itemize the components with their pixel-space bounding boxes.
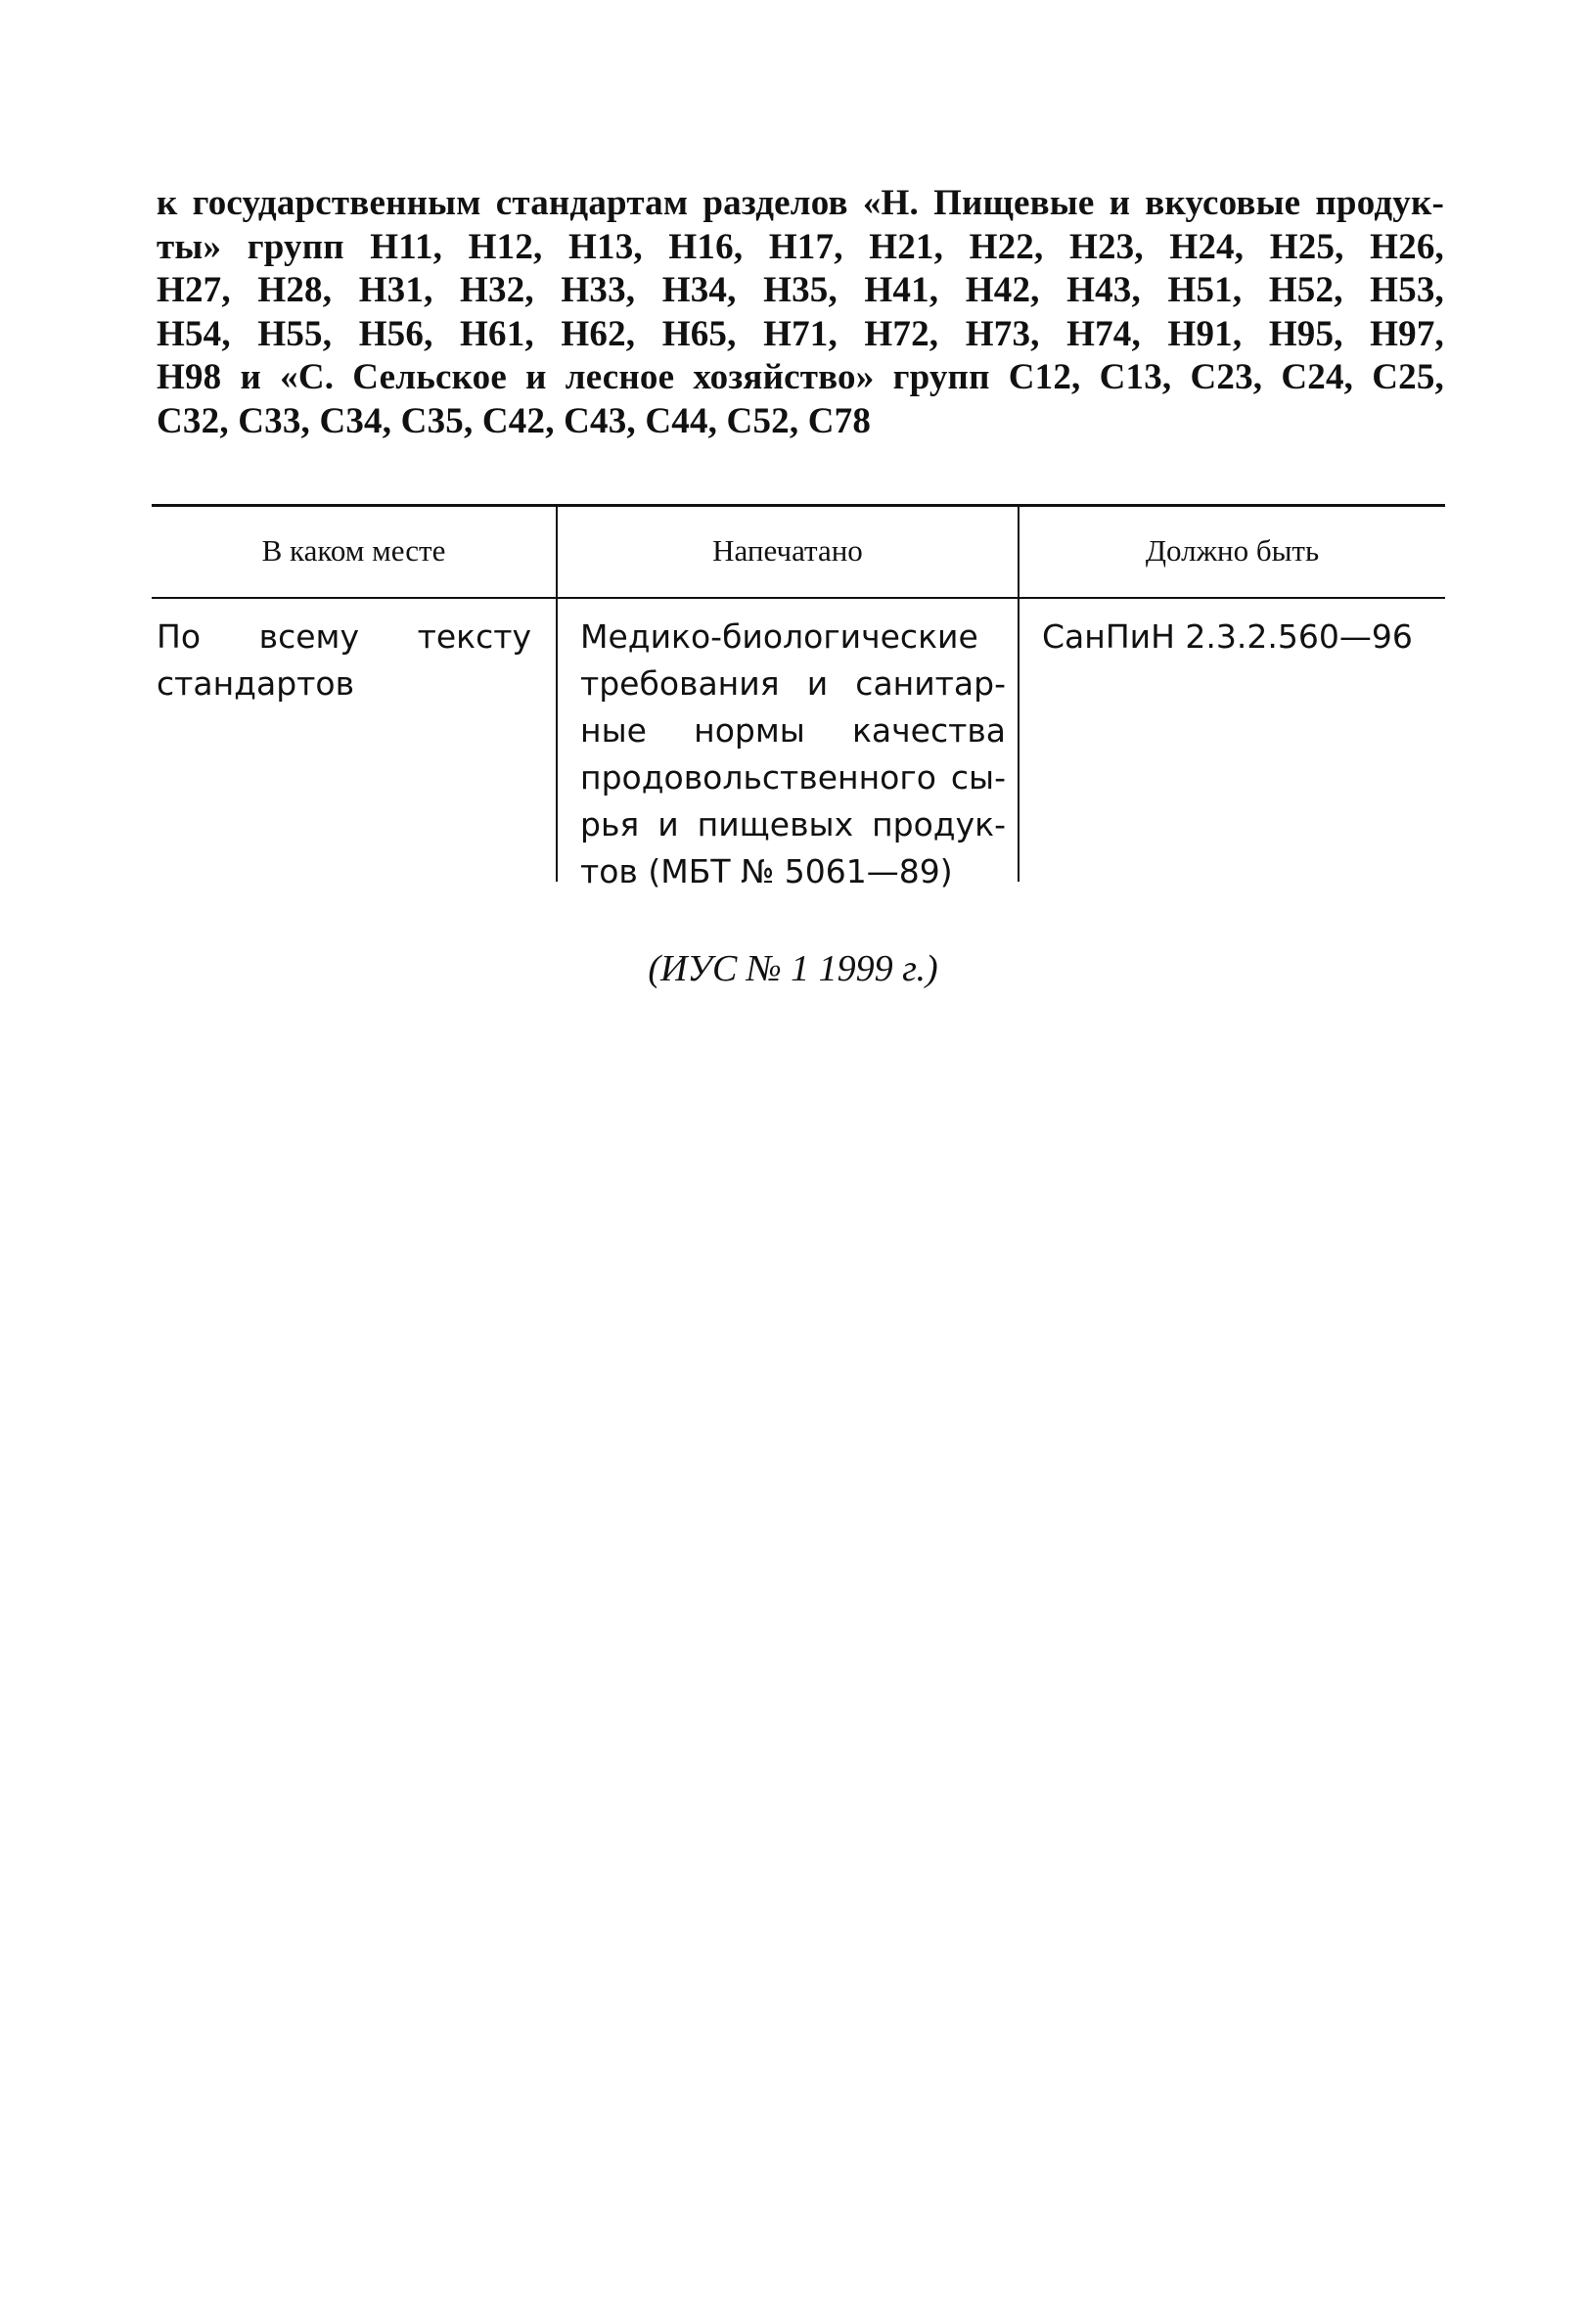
cell-line: требования и санитар- [580,664,1006,703]
column-header-should-be: Должно быть [1145,533,1320,568]
heading-line: ты» групп Н11, Н12, Н13, Н16, Н17, Н21, Н22, Н23, Н24, Н25, Н26, [157,226,1444,267]
heading-line: С32, С33, С34, С35, С42, С43, С44, С52, С78 [157,400,872,441]
heading-line: к государственным стандартам разделов «Н. Пищевые и вкусовые продук- [157,183,1444,223]
amendment-heading [157,182,1444,443]
table-header-rule [152,597,1445,599]
table-cell-printed [580,614,1006,895]
cell-line: продовольственного сы- [580,758,1006,797]
source-note: (ИУС № 1 1999 г.) [648,948,938,989]
cell-line: стандартов [157,664,355,703]
cell-line: Медико-биологические [580,617,978,656]
column-header-printed: Напечатано [712,533,863,568]
table-cell-should-be [1042,614,1433,661]
heading-line: Н98 и «С. Сельское и лесное хозяйство» групп С12, С13, С23, С24, С25, [157,357,1444,397]
cell-line: рья и пищевых продук- [580,805,1006,843]
cell-line: СанПиН 2.3.2.560—96 [1042,617,1413,656]
cell-line: ные нормы качества [580,711,1006,750]
column-header-where: В каком месте [261,533,446,568]
heading-line: Н27, Н28, Н31, Н32, Н33, Н34, Н35, Н41, Н42, Н43, Н51, Н52, Н53, [157,270,1444,310]
heading-line: Н54, Н55, Н56, Н61, Н62, Н65, Н71, Н72, Н73, Н74, Н91, Н95, Н97, [157,313,1444,354]
cell-line: тов (МБТ № 5061—89) [580,852,953,890]
cell-line: По всему тексту [157,617,531,656]
table-top-rule [152,504,1445,507]
table-cell-where [157,614,531,707]
